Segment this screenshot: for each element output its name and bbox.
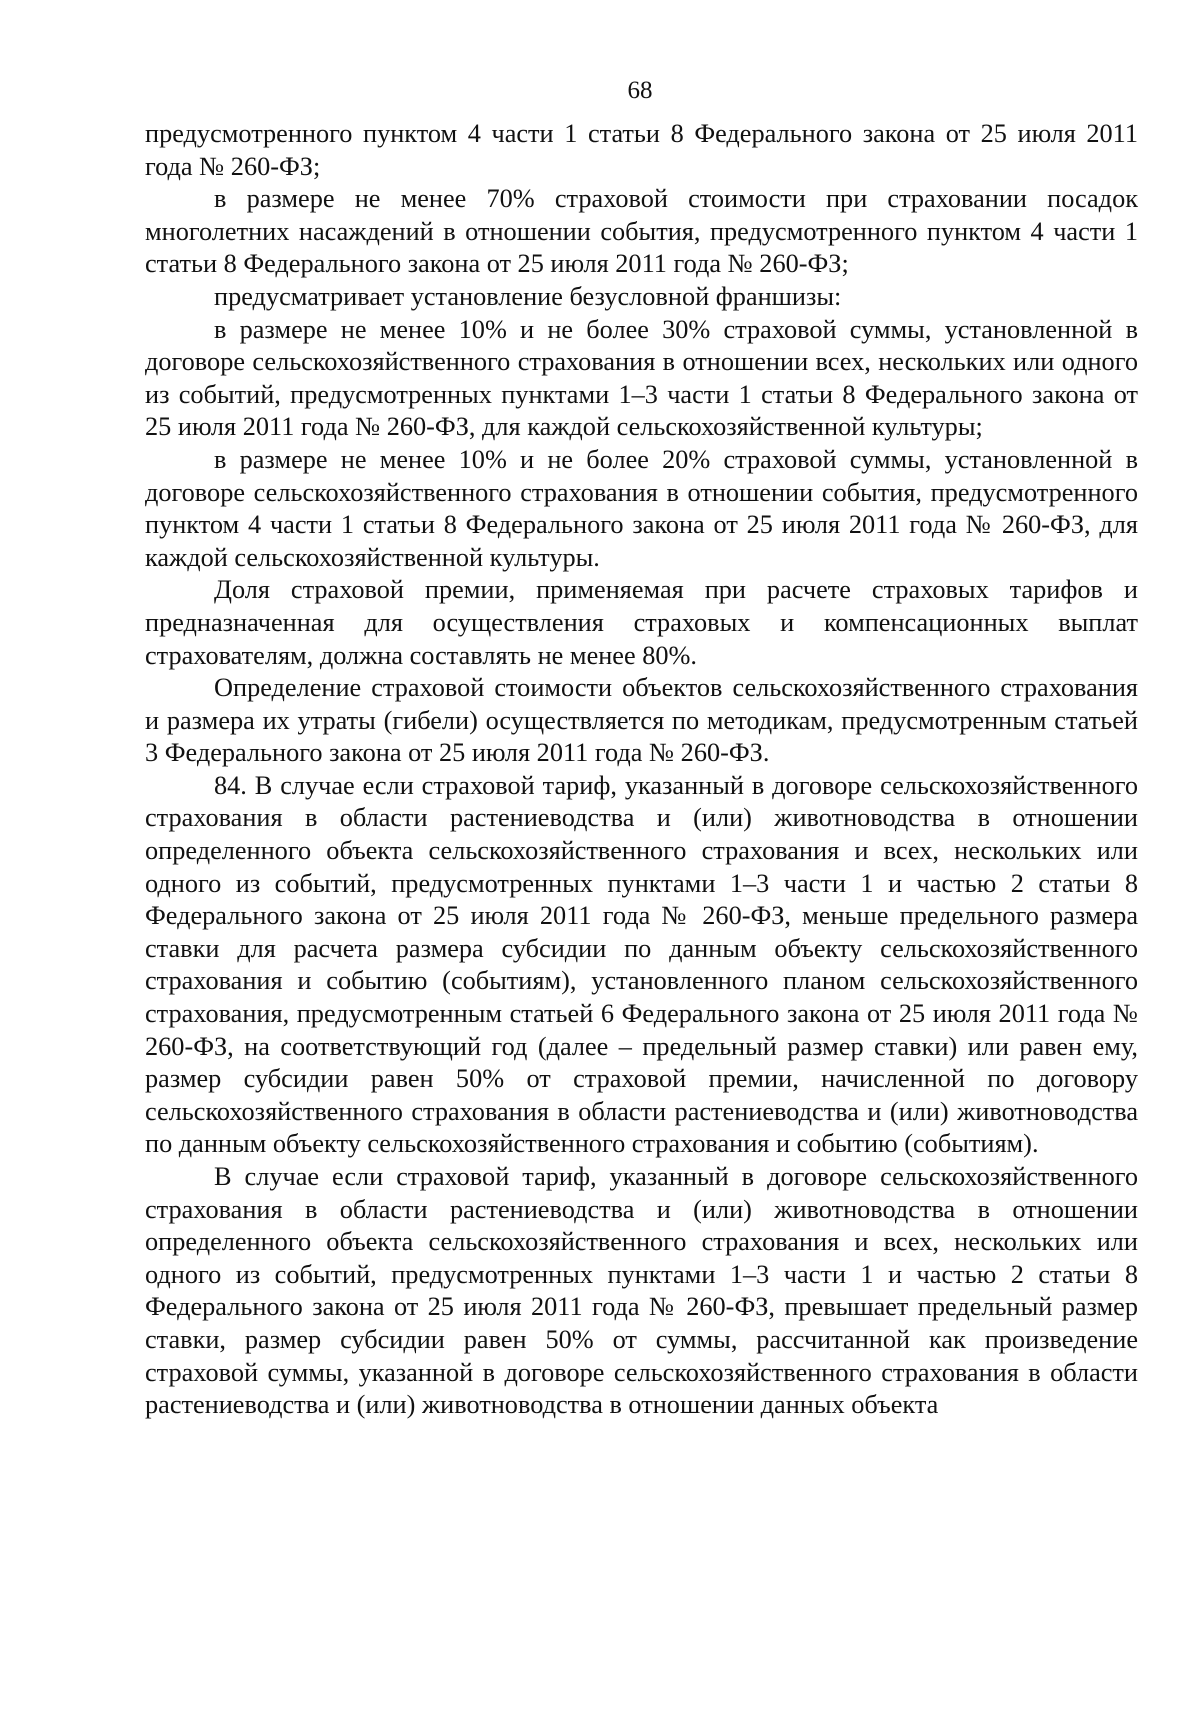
paragraph-9: В случае если страховой тариф, указанный в договоре сельскохозяйственного страхования в области растениеводства и (или) животноводства в отношении определенного объекта сельскохозяйственного страхования и всех, нескольких или одного из событий, предусмотренных пунктами 1–3 части 1 и частью 2 статьи 8 Федерального закона от 25 июля 2011 года № 260-ФЗ, превышает предельный размер ставки, размер субсидии равен 50% от суммы, рассчитанной как произведение страховой суммы, указанной в договоре сельскохозяйственного страхования в области растениеводства и (или) животноводства в отношении данных объекта	[145, 1162, 1138, 1420]
paragraph-7: Определение страховой стоимости объектов сельскохозяйственного страхования и размера их утраты (гибели) осуществляется по методикам, предусмотренным статьей 3 Федерального закона от 25 июля 2011 года № 260-ФЗ.	[145, 673, 1138, 768]
paragraph-8: 84. В случае если страховой тариф, указанный в договоре сельскохозяйственного страхования в области растениеводства и (или) животноводства в отношении определенного объекта сельскохозяйственного страхования и всех, нескольких или одного из событий, предусмотренных пунктами 1–3 части 1 и частью 2 статьи 8 Федерального закона от 25 июля 2011 года № 260-ФЗ, меньше предельного размера ставки для расчета размера субсидии по данным объекту сельскохозяйственного страхования и событию (событиям), установленного планом сельскохозяйственного страхования, предусмотренным статьей 6 Федерального закона от 25 июля 2011 года № 260-ФЗ, на соответствующий год (далее – предельный размер ставки) или равен ему, размер субсидии равен 50% от страховой премии, начисленной по договору сельскохозяйственного страхования в области растениеводства и (или) животноводства по данным объекту сельскохозяйственного страхования и событию (событиям).	[145, 770, 1138, 1159]
page-number: 68	[627, 77, 653, 104]
paragraph-1: предусмотренного пунктом 4 части 1 статьи 8 Федерального закона от 25 июля 2011 года № 260-ФЗ;	[145, 119, 1138, 181]
paragraph-3: предусматривает установление безусловной франшизы:	[214, 281, 842, 311]
document-body	[145, 118, 1138, 1422]
paragraph-6: Доля страховой премии, применяемая при расчете страховых тарифов и предназначенная для осуществления страховых и компенсационных выплат страхователям, должна составлять не менее 80%.	[145, 575, 1138, 670]
paragraph-4: в размере не менее 10% и не более 30% страховой суммы, установленной в договоре сельскохозяйственного страхования в отношении всех, нескольких или одного из событий, предусмотренных пунктами 1–3 части 1 статьи 8 Федерального закона от 25 июля 2011 года № 260-ФЗ, для каждой сельскохозяйственной культуры;	[145, 314, 1138, 442]
paragraph-5: в размере не менее 10% и не более 20% страховой суммы, установленной в договоре сельскохозяйственного страхования в отношении события, предусмотренного пунктом 4 части 1 статьи 8 Федерального закона от 25 июля 2011 года № 260-ФЗ, для каждой сельскохозяйственной культуры.	[145, 444, 1138, 572]
paragraph-2: в размере не менее 70% страховой стоимости при страховании посадок многолетних насаждений в отношении события, предусмотренного пунктом 4 части 1 статьи 8 Федерального закона от 25 июля 2011 года № 260-ФЗ;	[145, 184, 1138, 279]
